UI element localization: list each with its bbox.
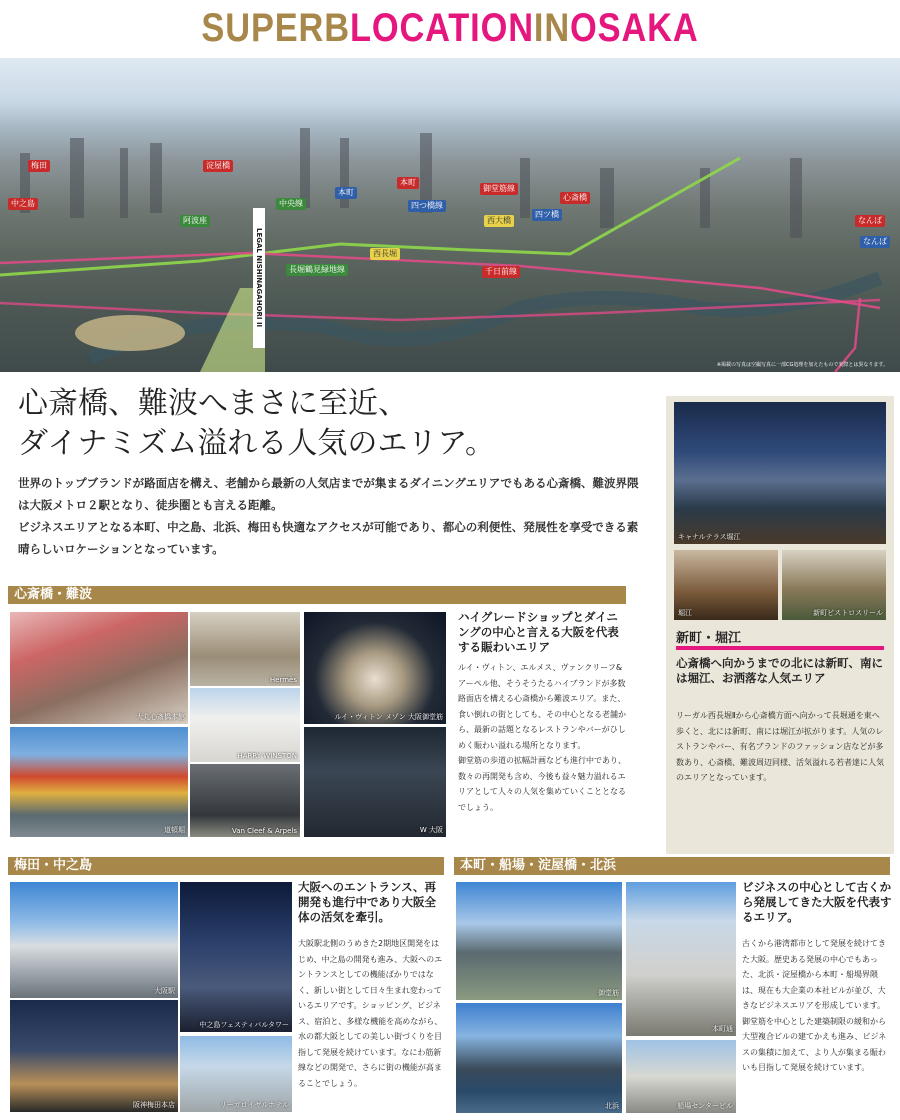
label-umeda: 梅田 bbox=[28, 160, 50, 172]
label-shinsaibashi: 心斎橋 bbox=[560, 192, 590, 204]
shinsaibashi-body: ルイ・ヴィトン、エルメス、ヴァンクリーフ&アーペル他、そうそうたるハイブランドが多数路面店を構える心斎橋から難波エリア。また、食い倒れの街としても、その中心となる老舗から、最新の話題となるレストランやバーがひしめく賑わい溢れる場所となります。 御堂筋の歩道の拡幅計画なども進行中であり、数々の再開発も含め、今後も益々魅力溢れるエリアとして人々の人気を集めていくこととなるでしょう。 bbox=[458, 663, 626, 812]
section-bar-honmachi: 本町・船場・淀屋橋・北浜 bbox=[454, 857, 890, 875]
photo-festival-tower: 中之島フェスティバルタワー bbox=[180, 882, 292, 1032]
photo-harry-winston: HARRY WINSTON bbox=[190, 688, 300, 762]
label-awaza: 阿波座 bbox=[180, 215, 210, 227]
photo-midosuji: 御堂筋 bbox=[456, 882, 622, 1000]
photo-senba-center: 船場センタービル bbox=[626, 1040, 736, 1113]
photo-horie: 堀江 bbox=[674, 550, 778, 620]
honmachi-body: 古くから港湾都市として発展を続けてきた大阪。歴史ある発展の中心でもあった、北浜・淀屋橋から本町・船場界隈は、現在も大企業の本社ビルが並び、大きなビジネスエリアを形成しています。御堂筋を中心とした建築制限の緩和から大型複合ビルの建てかえも進み、ビジネスの集積に加えて、より人が集まる賑わいも目指して発展を続けています。 bbox=[742, 939, 887, 1072]
photo-honmachi-dori: 本町通 bbox=[626, 882, 736, 1036]
label-nishinagahori: 西長堀 bbox=[370, 248, 400, 260]
label-nishiohashi: 西大橋 bbox=[484, 215, 514, 227]
label-namba-1: なんば bbox=[855, 215, 885, 227]
section-bar-umeda: 梅田・中之島 bbox=[8, 857, 444, 875]
photo-vancleef: Van Cleef & Arpels bbox=[190, 764, 300, 837]
label-midosuji-line: 御堂筋線 bbox=[480, 183, 518, 195]
photo-canal-terrace: キャナルテラス堀江 bbox=[674, 402, 886, 544]
shinmachi-subhead: 心斎橋へ向かうまでの北には新町、南には堀江、お洒落な人気エリア bbox=[676, 656, 883, 685]
umeda-body: 大阪駅北側のうめきた2期地区開発をはじめ、中之島の開発も進み、大阪へのエントランスとしての機能ばかりではなく、新しい街として日々生まれ変わっているエリアです。ショッピング、ビジネス、宿泊と、多様な機能を高めながら、水の都大阪としての美しい街づくりを目指して発展を続けています。なにわ筋新線などの開発で、さらに街の機能が高まることでしょう。 bbox=[298, 939, 443, 1088]
sidebar-title: 新町・堀江 bbox=[676, 631, 742, 646]
label-namba-2: なんば bbox=[860, 236, 890, 248]
label-nagahori-line: 長堀鶴見緑地線 bbox=[286, 264, 348, 276]
label-honmachi-1: 本町 bbox=[335, 187, 357, 199]
photo-shinmachi-bistro: 新町ビストロスリール bbox=[782, 550, 886, 620]
label-sennichimae-line: 千日前線 bbox=[482, 266, 520, 278]
photo-dotonbori: 道頓堀 bbox=[10, 727, 188, 837]
sidebar-shinmachi-horie bbox=[666, 396, 894, 854]
label-yotsubashi-line: 四つ橋線 bbox=[408, 200, 446, 212]
intro-text: 世界のトップブランドが路面店を構え、老舗から最新の人気店までが集まるダイニングエリアでもある心斎橋、難波界隈は大阪メトロ２駅となり、徒歩圏とも言える距離。 ビジネスエリアとなる本町、中之島、北浜、梅田も快適なアクセスが可能であり、都心の利便性、発展性を享受できる素晴らしいロケーションとなっています。 bbox=[18, 476, 639, 556]
shinmachi-body: リーガル西長堀Ⅱから心斎橋方面へ向かって長堀通を東へ歩くと、北には新町、南には堀江が拡がります。人気のレストランやバー、有名ブランドのファッション店などが多数あり、心斎橋、難波周辺同様、活気溢れる若者達に人気のエリアとなっています。 bbox=[676, 711, 884, 782]
legal-nishinagahori-marker: LEGAL NISHINAGAHORI II bbox=[253, 208, 265, 348]
shinsaibashi-subhead: ハイグレードショップとダイニングの中心と言える大阪を代表する賑わいエリア bbox=[458, 610, 619, 654]
photo-rihga-royal: リーガロイヤルホテル bbox=[180, 1036, 292, 1112]
label-yotsubashi: 四ツ橋 bbox=[532, 209, 562, 221]
aerial-photo bbox=[0, 58, 900, 372]
photo-osaka-station: 大阪駅 bbox=[10, 882, 178, 998]
umeda-subhead: 大阪へのエントランス、再開発も進行中であり大阪全体の活気を牽引。 bbox=[298, 880, 436, 924]
photo-hanshin: 阪神梅田本店 bbox=[10, 1000, 178, 1112]
photo-daimaru: 大丸心斎橋本館 bbox=[10, 612, 188, 724]
label-honmachi-2: 本町 bbox=[397, 177, 419, 189]
photo-louis-vuitton: ルイ・ヴィトン メゾン 大阪御堂筋 bbox=[304, 612, 446, 724]
photo-hermes: Hermès bbox=[190, 612, 300, 686]
aerial-overlay bbox=[0, 58, 900, 372]
headline: 心斎橋、難波へまさに至近、 ダイナミズム溢れる人気のエリア。 bbox=[18, 386, 495, 461]
label-chuo-line: 中央線 bbox=[276, 198, 306, 210]
section-bar-shinsaibashi: 心斎橋・難波 bbox=[8, 586, 626, 604]
honmachi-subhead: ビジネスの中心として古くから発展してきた大阪を代表するエリア。 bbox=[742, 880, 892, 924]
page-title: SUPERBLOCATIONINOSAKA bbox=[201, 6, 699, 50]
photo-kitahama: 北浜 bbox=[456, 1003, 622, 1113]
aerial-note: ※掲載の写真は空撮写真に一部CG処理を加えたもので実際とは異なります。 bbox=[716, 362, 888, 368]
label-nakanoshima: 中之島 bbox=[8, 198, 38, 210]
sidebar-divider bbox=[676, 646, 884, 650]
photo-w-osaka: W 大阪 bbox=[304, 727, 446, 837]
label-yodoyabashi: 淀屋橋 bbox=[203, 160, 233, 172]
